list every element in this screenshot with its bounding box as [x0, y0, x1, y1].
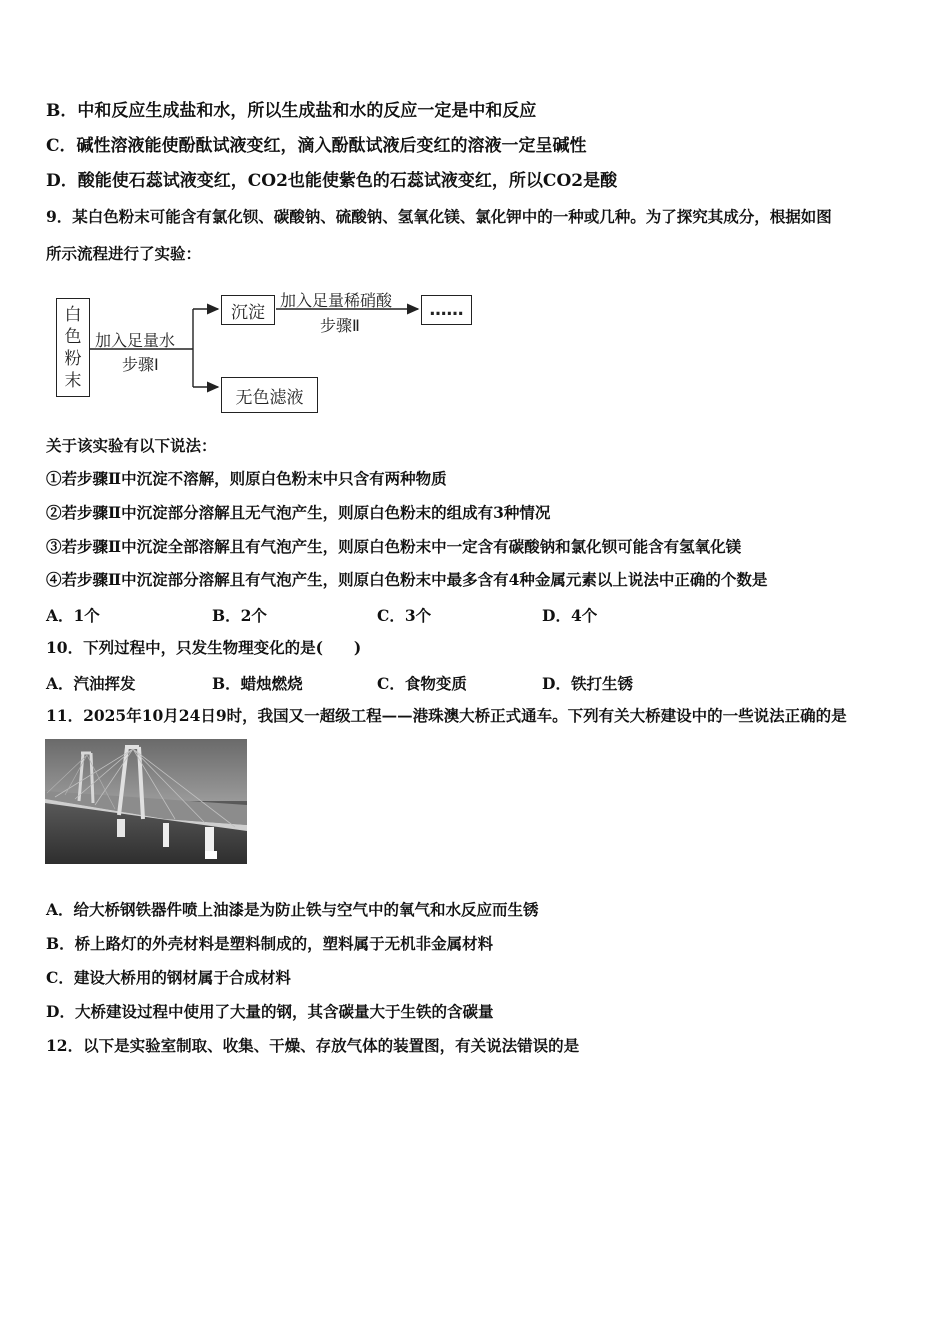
step2-label-bottom: 步骤Ⅱ: [320, 316, 360, 335]
step2-label-top: 加入足量稀硝酸: [280, 291, 393, 310]
start-char: 粉: [64, 348, 82, 369]
q11-option-b: B．桥上路灯的外壳材料是塑料制成的，塑料属于无机非金属材料: [46, 934, 494, 953]
bridge-illustration: [45, 739, 247, 864]
q12-stem: 12．以下是实验室制取、收集、干燥、存放气体的装置图，有关说法错误的是: [46, 1036, 580, 1055]
q10-stem: 10．下列过程中，只发生物理变化的是( ): [46, 638, 362, 657]
q9-statement-3: ③若步骤Ⅱ中沉淀全部溶解且有气泡产生，则原白色粉末中一定含有碳酸钠和氯化钡可能含有氢氧化镁: [46, 537, 742, 556]
q11-option-a: A．给大桥钢铁器件喷上油漆是为防止铁与空气中的氧气和水反应而生锈: [46, 900, 539, 919]
q9-stem-line1: 9．某白色粉末可能含有氯化钡、碳酸钠、硫酸钠、氢氧化镁、氯化钾中的一种或几种。为了探究其成分，根据如图: [46, 207, 832, 226]
q10-option: C．食物变质: [377, 674, 467, 693]
q9-option: B．2个: [212, 606, 267, 625]
q9-option: A．1个: [46, 606, 100, 625]
q9-option: C．3个: [377, 606, 432, 625]
q9-statement-1: ①若步骤Ⅱ中沉淀不溶解，则原白色粉末中只含有两种物质: [46, 469, 447, 488]
q9-stem-line2: 所示流程进行了实验：: [46, 244, 202, 263]
q10-option: B．蜡烛燃烧: [212, 674, 303, 693]
start-char: 白: [64, 304, 82, 325]
q9-option: D．4个: [542, 606, 598, 625]
start-char: 末: [64, 370, 82, 391]
result-box: ……: [421, 295, 472, 325]
q9-statement-4: ④若步骤Ⅱ中沉淀部分溶解且有气泡产生，则原白色粉末中最多含有4种金属元素以上说法中正确的个数是: [46, 570, 768, 589]
q8-option-b: B．中和反应生成盐和水，所以生成盐和水的反应一定是中和反应: [46, 101, 537, 121]
bridge-photo: [45, 739, 247, 864]
q8-option-c: C．碱性溶液能使酚酞试液变红，滴入酚酞试液后变红的溶液一定呈碱性: [46, 136, 587, 156]
q11-option-c: C．建设大桥用的钢材属于合成材料: [46, 968, 291, 987]
precipitate-box: 沉淀: [221, 295, 275, 325]
q11-stem: 11．2025年10月24日9时，我国又一超级工程——港珠澳大桥正式通车。下列有关大桥建设中的一些说法正确的是: [46, 706, 847, 725]
step1-label-bottom: 步骤Ⅰ: [122, 355, 159, 374]
white-powder-box: [56, 298, 90, 397]
q10-option: A．汽油挥发: [46, 674, 136, 693]
start-char: 色: [64, 326, 82, 347]
q8-option-d: D．酸能使石蕊试液变红，CO2也能使紫色的石蕊试液变红，所以CO2是酸: [46, 171, 618, 191]
step1-label-top: 加入足量水: [95, 331, 176, 350]
q11-option-d: D．大桥建设过程中使用了大量的钢，其含碳量大于生铁的含碳量: [46, 1002, 494, 1021]
q10-option: D．铁打生锈: [542, 674, 633, 693]
q9-intro: 关于该实验有以下说法：: [46, 436, 217, 455]
q9-statement-2: ②若步骤Ⅱ中沉淀部分溶解且无气泡产生，则原白色粉末的组成有3种情况: [46, 503, 551, 522]
filtrate-box: 无色滤液: [221, 377, 318, 413]
